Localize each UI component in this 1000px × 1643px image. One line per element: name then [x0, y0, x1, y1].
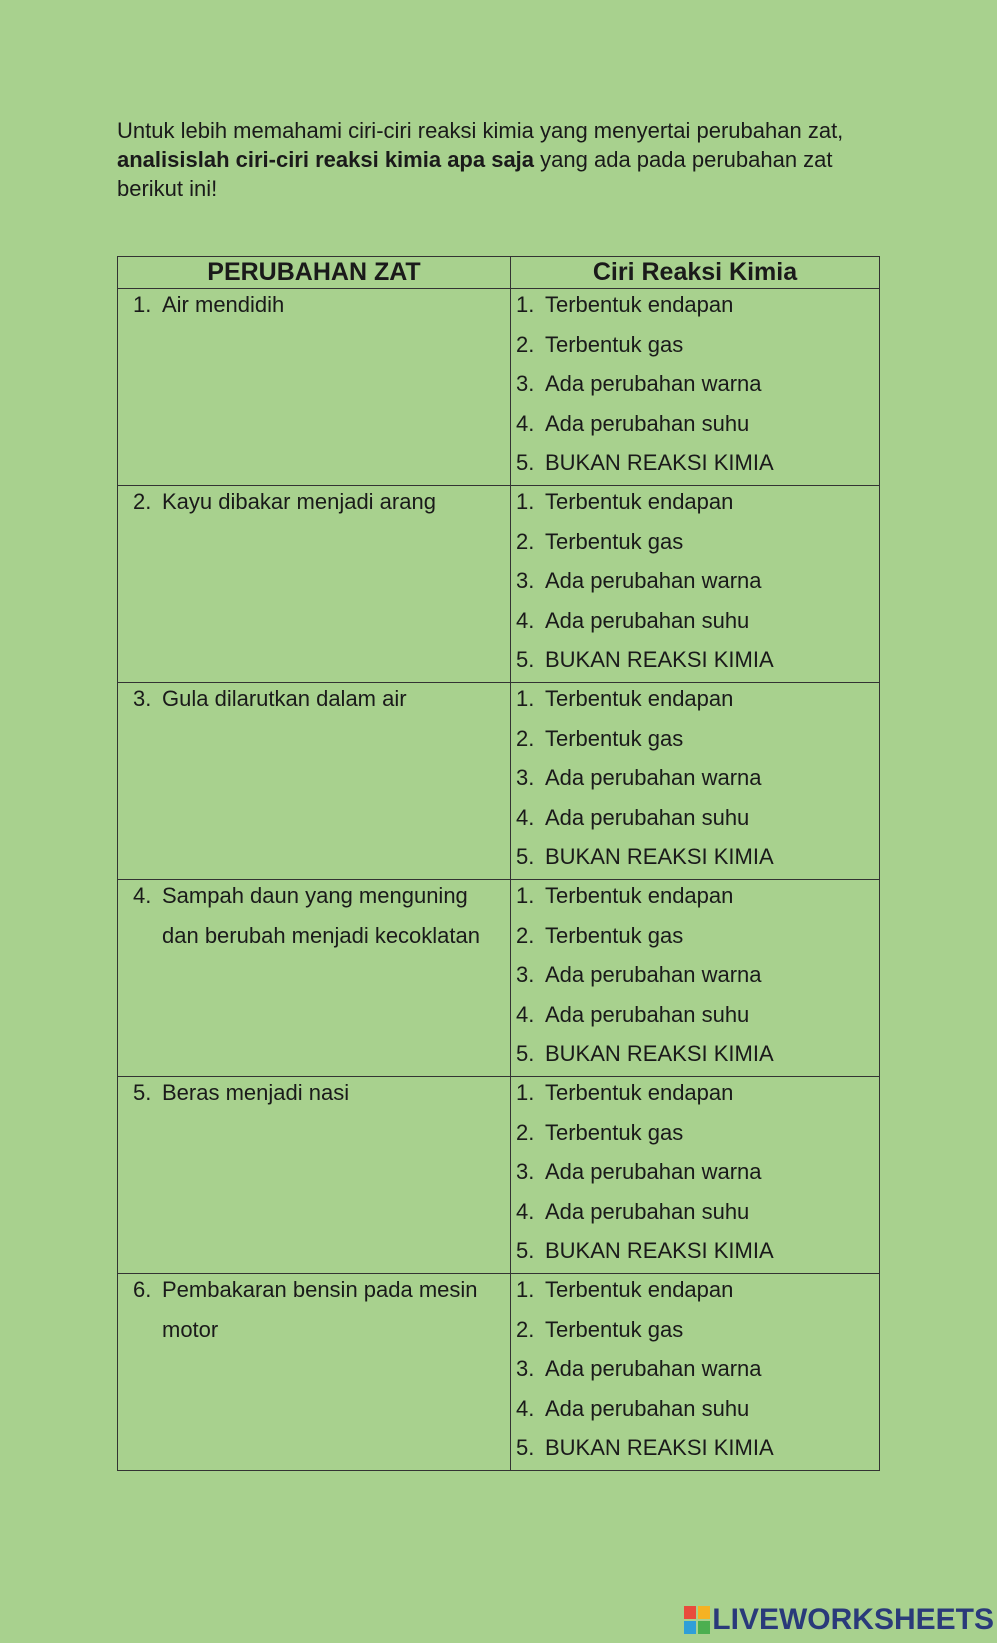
- option-number: 4.: [516, 607, 535, 633]
- ciri-reaksi-options: [511, 482, 879, 680]
- ciri-reaksi-cell: [511, 880, 880, 1077]
- option-number: 3.: [516, 1159, 535, 1184]
- option-number: 5.: [516, 1435, 535, 1460]
- option-number: 2.: [516, 725, 535, 751]
- option-label: Ada perubahan suhu: [545, 607, 750, 633]
- option-label: Terbentuk endapan: [545, 1277, 734, 1302]
- instructions-bold: analisislah ciri-ciri reaksi kimia apa saja: [117, 147, 535, 172]
- option-number: 4.: [516, 1198, 535, 1224]
- ciri-reaksi-cell: [511, 486, 880, 683]
- perubahan-zat-cell: [118, 289, 511, 486]
- option-number: 1.: [516, 292, 535, 317]
- liveworksheets-logo-icon: [684, 1606, 710, 1634]
- option-number: 4.: [516, 1395, 535, 1421]
- worksheet-table: [117, 256, 880, 1471]
- ciri-reaksi-option[interactable]: [516, 955, 879, 995]
- option-label: Terbentuk endapan: [545, 292, 734, 317]
- row-number: 1.: [133, 292, 152, 317]
- ciri-reaksi-options: [511, 1270, 879, 1468]
- option-number: 2.: [516, 922, 535, 948]
- ciri-reaksi-options: [511, 876, 879, 1074]
- option-label: BUKAN REAKSI KIMIA: [545, 647, 774, 672]
- option-number: 4.: [516, 1001, 535, 1027]
- option-number: 5.: [516, 1238, 535, 1263]
- instructions: [117, 116, 897, 203]
- option-number: 3.: [516, 371, 535, 396]
- ciri-reaksi-option[interactable]: [516, 1192, 879, 1232]
- option-number: 2.: [516, 1119, 535, 1145]
- perubahan-zat-text: Air mendidih: [162, 292, 285, 317]
- option-number: 4.: [516, 410, 535, 436]
- header-ciri-reaksi-kimia: Ciri Reaksi Kimia: [511, 257, 880, 289]
- option-label: Terbentuk gas: [545, 1119, 684, 1145]
- ciri-reaksi-option[interactable]: [516, 837, 879, 877]
- option-label: Ada perubahan warna: [545, 765, 762, 790]
- option-label: Ada perubahan suhu: [545, 804, 750, 830]
- ciri-reaksi-option[interactable]: [516, 1113, 879, 1153]
- ciri-reaksi-option[interactable]: [516, 404, 879, 444]
- table-row: [118, 880, 880, 1077]
- perubahan-zat-cell: [118, 1274, 511, 1471]
- ciri-reaksi-options: [511, 1073, 879, 1271]
- option-label: Ada perubahan warna: [545, 568, 762, 593]
- ciri-reaksi-option[interactable]: [516, 285, 879, 325]
- option-number: 5.: [516, 844, 535, 869]
- table-row: [118, 289, 880, 486]
- ciri-reaksi-option[interactable]: [516, 798, 879, 838]
- option-label: Ada perubahan warna: [545, 1356, 762, 1381]
- option-number: 2.: [516, 331, 535, 357]
- option-label: Ada perubahan suhu: [545, 1001, 750, 1027]
- table-row: [118, 1274, 880, 1471]
- ciri-reaksi-option[interactable]: [516, 561, 879, 601]
- ciri-reaksi-option[interactable]: [516, 601, 879, 641]
- ciri-reaksi-option[interactable]: [516, 1310, 879, 1350]
- option-label: Terbentuk gas: [545, 528, 684, 554]
- row-number: 3.: [133, 686, 152, 711]
- instructions-line-1: Untuk lebih memahami ciri-ciri reaksi kimia yang menyertai perubahan zat,: [117, 118, 844, 143]
- ciri-reaksi-cell: [511, 289, 880, 486]
- table-row: [118, 1077, 880, 1274]
- perubahan-zat-text: Sampah daun yang menguning dan berubah menjadi kecoklatan: [162, 883, 481, 948]
- ciri-reaksi-option[interactable]: [516, 482, 879, 522]
- ciri-reaksi-option[interactable]: [516, 1073, 879, 1113]
- option-number: 3.: [516, 962, 535, 987]
- option-label: Ada perubahan suhu: [545, 1395, 750, 1421]
- option-label: BUKAN REAKSI KIMIA: [545, 1238, 774, 1263]
- instructions-line-3: berikut ini!: [117, 176, 218, 201]
- perubahan-zat-cell: [118, 880, 511, 1077]
- ciri-reaksi-option[interactable]: [516, 916, 879, 956]
- option-number: 2.: [516, 1316, 535, 1342]
- option-label: Terbentuk endapan: [545, 1080, 734, 1105]
- ciri-reaksi-option[interactable]: [516, 364, 879, 404]
- option-number: 5.: [516, 450, 535, 475]
- ciri-reaksi-options: [511, 285, 879, 483]
- option-number: 2.: [516, 528, 535, 554]
- option-label: Terbentuk gas: [545, 1316, 684, 1342]
- option-number: 3.: [516, 568, 535, 593]
- option-number: 4.: [516, 804, 535, 830]
- option-label: Terbentuk gas: [545, 922, 684, 948]
- liveworksheets-brand: [684, 1603, 994, 1637]
- option-label: Ada perubahan suhu: [545, 1198, 750, 1224]
- option-label: BUKAN REAKSI KIMIA: [545, 1435, 774, 1460]
- option-label: Terbentuk gas: [545, 331, 684, 357]
- perubahan-zat-cell: [118, 486, 511, 683]
- row-number: 2.: [133, 489, 152, 514]
- perubahan-zat-cell: [118, 683, 511, 880]
- ciri-reaksi-option[interactable]: [516, 1034, 879, 1074]
- ciri-reaksi-option[interactable]: [516, 995, 879, 1035]
- ciri-reaksi-cell: [511, 1274, 880, 1471]
- perubahan-zat-text: Beras menjadi nasi: [162, 1080, 350, 1105]
- option-number: 1.: [516, 1080, 535, 1105]
- option-number: 5.: [516, 647, 535, 672]
- ciri-reaksi-option[interactable]: [516, 1389, 879, 1429]
- ciri-reaksi-option[interactable]: [516, 640, 879, 680]
- option-label: BUKAN REAKSI KIMIA: [545, 844, 774, 869]
- ciri-reaksi-option[interactable]: [516, 1428, 879, 1468]
- ciri-reaksi-option[interactable]: [516, 1349, 879, 1389]
- option-number: 1.: [516, 686, 535, 711]
- header-perubahan-zat: PERUBAHAN ZAT: [118, 257, 511, 289]
- option-label: Ada perubahan suhu: [545, 410, 750, 436]
- table-header-row: [118, 257, 880, 289]
- ciri-reaksi-cell: [511, 1077, 880, 1274]
- option-label: BUKAN REAKSI KIMIA: [545, 450, 774, 475]
- ciri-reaksi-option[interactable]: [516, 679, 879, 719]
- ciri-reaksi-option[interactable]: [516, 719, 879, 759]
- perubahan-zat-cell: [118, 1077, 511, 1274]
- perubahan-zat-text: Gula dilarutkan dalam air: [162, 686, 407, 711]
- table-row: [118, 683, 880, 880]
- option-label: Ada perubahan warna: [545, 962, 762, 987]
- perubahan-zat-text: Kayu dibakar menjadi arang: [162, 489, 436, 514]
- option-label: Terbentuk gas: [545, 725, 684, 751]
- option-number: 5.: [516, 1041, 535, 1066]
- ciri-reaksi-cell: [511, 683, 880, 880]
- option-number: 3.: [516, 1356, 535, 1381]
- ciri-reaksi-option[interactable]: [516, 522, 879, 562]
- ciri-reaksi-options: [511, 679, 879, 877]
- option-label: Ada perubahan warna: [545, 1159, 762, 1184]
- table-row: [118, 486, 880, 683]
- option-number: 3.: [516, 765, 535, 790]
- ciri-reaksi-option[interactable]: [516, 1231, 879, 1271]
- option-number: 1.: [516, 1277, 535, 1302]
- option-label: BUKAN REAKSI KIMIA: [545, 1041, 774, 1066]
- option-label: Ada perubahan warna: [545, 371, 762, 396]
- ciri-reaksi-option[interactable]: [516, 1152, 879, 1192]
- row-number: 6.: [133, 1277, 152, 1302]
- row-number: 4.: [133, 883, 152, 908]
- option-label: Terbentuk endapan: [545, 883, 734, 908]
- option-number: 1.: [516, 489, 535, 514]
- ciri-reaksi-option[interactable]: [516, 876, 879, 916]
- ciri-reaksi-option[interactable]: [516, 1270, 879, 1310]
- ciri-reaksi-option[interactable]: [516, 758, 879, 798]
- ciri-reaksi-option[interactable]: [516, 325, 879, 365]
- option-label: Terbentuk endapan: [545, 489, 734, 514]
- ciri-reaksi-option[interactable]: [516, 443, 879, 483]
- brand-name: LIVEWORKSHEETS: [712, 1603, 994, 1636]
- option-label: Terbentuk endapan: [545, 686, 734, 711]
- instructions-rest: yang ada pada perubahan zat: [534, 147, 833, 172]
- row-number: 5.: [133, 1080, 152, 1105]
- perubahan-zat-text: Pembakaran bensin pada mesin motor: [162, 1277, 478, 1342]
- option-number: 1.: [516, 883, 535, 908]
